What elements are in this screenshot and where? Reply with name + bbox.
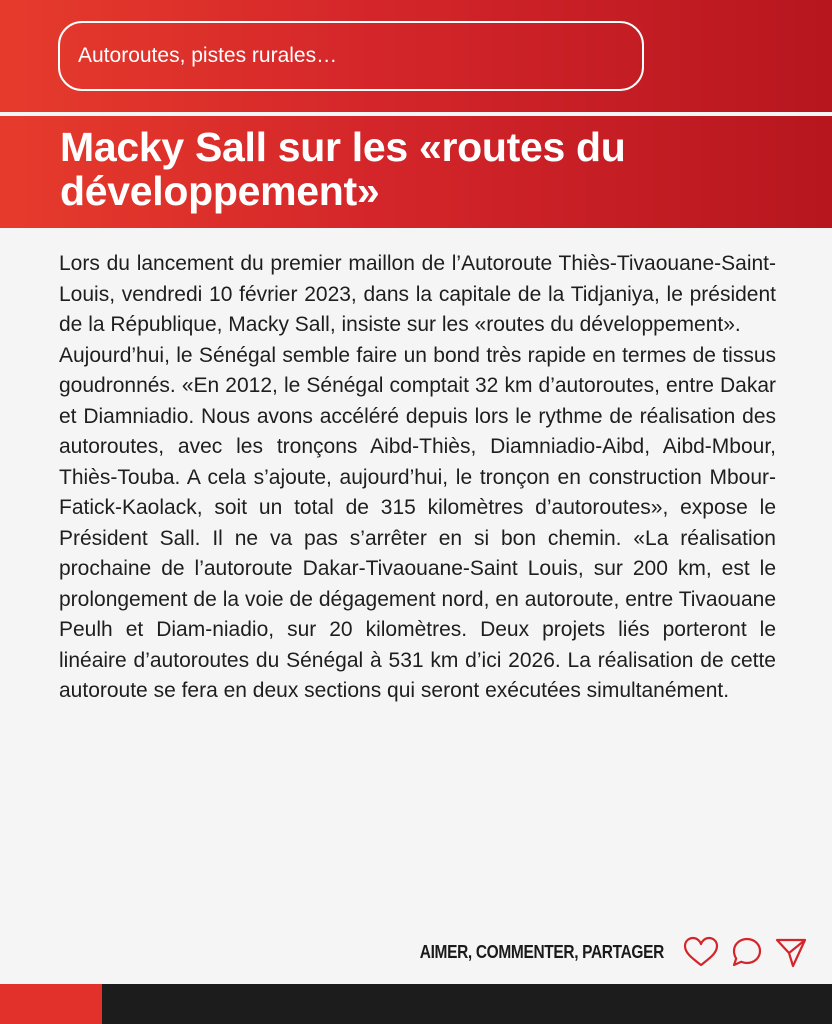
article-paragraph: Aujourd’hui, le Sénégal semble faire un bond très rapide en termes de tissus goudronnés. «En 2012, le Sénégal comptait 32 km d’autoroutes, entre Dakar et Diamniadio. Nous avons accéléré depuis lors le rythme de réalisation des autoroutes, avec les tronçons Aibd-Thiès, Diamniadio-Aibd, Aibd-Mbour, Thiès-Touba. A cela s’ajoute, aujourd’hui, le tronçon en construction Mbour-Fatick-Kaolack, soit un total de 315 kilomètres d’autoroutes», expose le Président Sall. Il ne va pas s’arrêter en si bon chemin. «La réalisation prochaine de l’autoroute Dakar-Tivaouane-Saint Louis, sur 200 km, est le prolongement de la voie de dégagement nord, en autoroute, entre Tivaouane Peulh et Diam-niadio, sur 20 kilomètres. Deux projets liés porteront le linéaire d’autoroutes du Sénégal à 531 km d’ici 2026. La réalisation de cette autoroute se fera en deux sections qui seront exécutées simultanément. (59, 343, 776, 702)
title-band (0, 116, 832, 228)
send-icon[interactable] (774, 935, 808, 969)
article-title: Macky Sall sur les «routes du développement» (60, 124, 626, 214)
footer-accent (0, 984, 102, 1024)
comment-icon[interactable] (730, 935, 764, 969)
article-paragraph: Lors du lancement du premier maillon de l’Autoroute Thiès-Tivaouane-Saint-Louis, vendredi 10 février 2023, dans la capitale de la Tidjaniya, le président de la République, Macky Sall, insiste sur les «routes du développement». (59, 252, 776, 336)
header-band (0, 0, 832, 112)
kicker-text: Autoroutes, pistes rurales… (78, 44, 338, 67)
heart-icon[interactable] (682, 936, 720, 968)
kicker-pill (58, 21, 644, 91)
footer-bar (0, 984, 832, 1024)
article-body (59, 249, 776, 707)
share-bar (380, 934, 808, 970)
share-label: AIMER, COMMENTER, PARTAGER (419, 941, 664, 962)
